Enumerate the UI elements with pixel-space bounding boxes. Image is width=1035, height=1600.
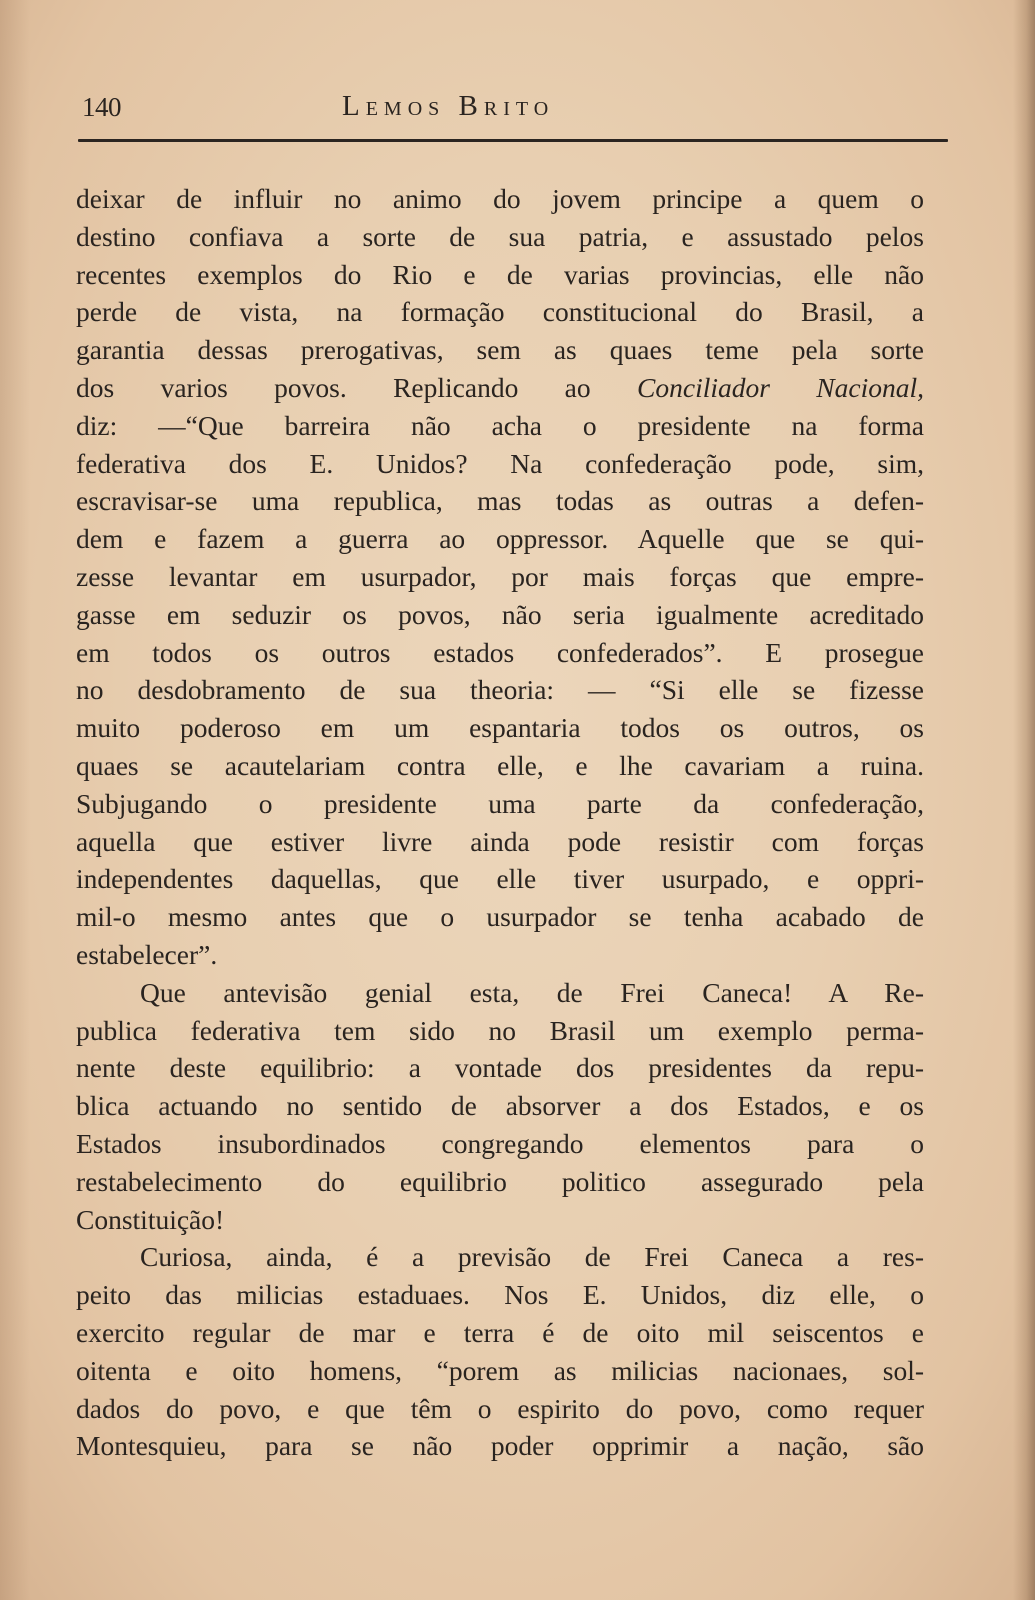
page-edge-shadow-right — [1013, 0, 1035, 1600]
text-line: quaes se acautelariam contra elle, e lhe cavariam a ruina. — [76, 749, 924, 781]
text-line: Constituição! — [76, 1203, 225, 1235]
text-line: federativa dos E. Unidos? Na confederação pode, sim, — [76, 447, 924, 479]
text-line: recentes exemplos do Rio e de varias provincias, elle não — [76, 258, 924, 290]
text-line: aquella que estiver livre ainda pode resistir com forças — [76, 825, 924, 857]
paragraph-start-line: Curiosa, ainda, é a previsão de Frei Caneca a res- — [140, 1241, 924, 1273]
text-line: garantia dessas prerogativas, sem as quaes teme pela sorte — [76, 334, 924, 366]
text-line: muito poderoso em um espantaria todos os outros, os — [76, 712, 924, 744]
text-line: no desdobramento de sua theoria: — “Si elle se fizesse — [76, 674, 924, 706]
page-number: 140 — [82, 92, 121, 122]
text-line: Estados insubordinados congregando elementos para o — [76, 1127, 924, 1159]
text-line: mil-o mesmo antes que o usurpador se tenha acabado de — [76, 901, 924, 933]
text-line: escravisar-se uma republica, mas todas as outras a defen- — [76, 485, 924, 517]
page-header — [82, 88, 948, 134]
header-rule — [78, 139, 948, 142]
text-line: exercito regular de mar e terra é de oito mil seiscentos e — [76, 1316, 924, 1348]
text-line: restabelecimento do equilibrio politico assegurado pela — [76, 1165, 924, 1197]
text-line: independentes daquellas, que elle tiver usurpado, e oppri- — [76, 863, 924, 895]
text-line: Subjugando o presidente uma parte da confederação, — [76, 787, 924, 819]
text-line: deixar de influir no animo do jovem principe a quem o — [76, 183, 924, 214]
page-edge-shadow-left — [0, 0, 30, 1600]
text-line: dados do povo, e que têm o espirito do povo, como requer — [76, 1392, 924, 1424]
text-line: dem e fazem a guerra ao oppressor. Aquelle que se qui- — [76, 523, 924, 555]
italic-title-conciliador-nacional: Conciliador Nacional, — [637, 371, 925, 403]
body-text — [76, 180, 924, 1465]
text-segment: dos varios povos. Replicando ao — [76, 371, 638, 403]
text-line: blica actuando no sentido de absorver a dos Estados, e os — [76, 1090, 924, 1122]
paragraph-start-line: Que antevisão genial esta, de Frei Caneca! A Re- — [140, 976, 924, 1008]
text-line — [76, 369, 924, 407]
running-head-author: Lemos Brito — [342, 90, 555, 122]
text-line: zesse levantar em usurpador, por mais forças que empre- — [76, 560, 924, 592]
text-line: perde de vista, na formação constitucional do Brasil, a — [76, 296, 924, 328]
text-line: estabelecer”. — [76, 938, 218, 970]
text-line: peito das milicias estaduaes. Nos E. Unidos, diz elle, o — [76, 1279, 924, 1311]
text-line: em todos os outros estados confederados”. E prosegue — [76, 636, 924, 668]
text-line: nente deste equilibrio: a vontade dos presidentes da repu- — [76, 1052, 924, 1084]
text-line: diz: —“Que barreira não acha o presidente na forma — [76, 409, 924, 441]
text-line: oitenta e oito homens, “porem as milicias nacionaes, sol- — [76, 1354, 924, 1386]
text-line: gasse em seduzir os povos, não seria igualmente acreditado — [76, 598, 924, 630]
text-line: Montesquieu, para se não poder opprimir a nação, são — [76, 1430, 924, 1462]
text-line: destino confiava a sorte de sua patria, e assustado pelos — [76, 220, 924, 252]
text-line: publica federativa tem sido no Brasil um exemplo perma- — [76, 1014, 924, 1046]
